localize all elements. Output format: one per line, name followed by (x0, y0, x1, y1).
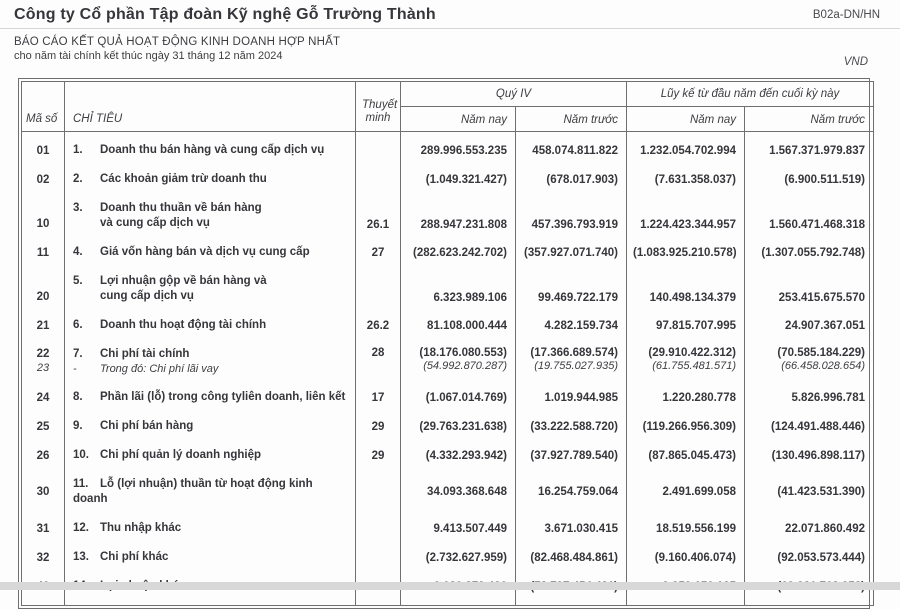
cell-row-code: 20 (22, 267, 65, 311)
row-label-text: Phần lãi (lỗ) trong công tyliên doanh, liên kết (100, 391, 346, 403)
row-number: 10. (73, 449, 89, 461)
cell-note: 28 (356, 340, 401, 383)
cell-ytd-current (627, 340, 745, 383)
row-label-text: Chi phí tài chính (100, 348, 190, 360)
value-main: (17.366.689.574) (530, 347, 618, 359)
row-label-text: Doanh thu thuần về bán hàng (100, 202, 262, 214)
cell-row-label (65, 132, 356, 166)
row-label-text: Chi phí bán hàng (100, 420, 194, 432)
cell-row-code: 02 (22, 165, 65, 194)
cell-note: 26.1 (356, 194, 401, 238)
cell-row-code: 24 (22, 383, 65, 412)
table-row (22, 340, 874, 383)
row-number: 7. (73, 348, 83, 360)
cell-row-code: 32 (22, 543, 65, 572)
cell-row-label (65, 340, 356, 383)
header-ytd-nam-truoc: Năm trước (745, 107, 874, 132)
company-name: Công ty Cổ phần Tập đoàn Kỹ nghệ Gỗ Trường Thành (14, 6, 436, 23)
currency-label: VND (843, 56, 868, 68)
table-row (22, 543, 874, 572)
row-label-text: và cung cấp dịch vụ (100, 217, 210, 229)
cell-q4-current: 6.323.989.106 (401, 267, 516, 311)
table-row (22, 238, 874, 267)
row-number: 9. (73, 420, 83, 432)
cell-row-label (65, 165, 356, 194)
cell-ytd-current: (1.083.925.210.578) (627, 238, 745, 267)
row-label-text: cung cấp dịch vụ (100, 290, 194, 302)
cell-ytd-current: (9.160.406.074) (627, 543, 745, 572)
cell-q4-prior: (82.468.484.861) (516, 543, 627, 572)
table-row (22, 267, 874, 311)
row-number: 8. (73, 391, 83, 403)
row-label-text: Chi phí khác (100, 551, 169, 563)
row-number: 12. (73, 522, 89, 534)
table-row (22, 412, 874, 441)
cell-q4-prior: (357.927.071.740) (516, 238, 627, 267)
cell-ytd-current: 1.224.423.344.957 (627, 194, 745, 238)
row-label-text: Giá vốn hàng bán và dịch vụ cung cấp (100, 246, 310, 258)
report-title: BÁO CÁO KẾT QUẢ HOẠT ĐỘNG KINH DOANH HỢP NHẤT (14, 36, 341, 48)
cell-ytd-prior: 1.560.471.468.318 (745, 194, 874, 238)
table-header (22, 82, 874, 132)
cell-note: 26.2 (356, 311, 401, 340)
header-thuyet-minh: Thuyết minh (356, 82, 401, 132)
cell-row-label (65, 441, 356, 470)
cell-row-code: 26 (22, 441, 65, 470)
cell-row-label (65, 383, 356, 412)
table-row (22, 194, 874, 238)
cell-ytd-prior: (124.491.488.446) (745, 412, 874, 441)
cell-ytd-prior: (6.900.511.519) (745, 165, 874, 194)
cell-row-label (65, 311, 356, 340)
value-sub: (61.755.481.571) (652, 360, 736, 372)
cell-q4-current: 289.996.553.235 (401, 132, 516, 166)
header-luy-ke: Lũy kế từ đầu năm đến cuối kỳ này (627, 82, 874, 107)
cell-ytd-current: 1.232.054.702.994 (627, 132, 745, 166)
cell-q4-current: (282.623.242.702) (401, 238, 516, 267)
cell-q4-current: 34.093.368.648 (401, 470, 516, 514)
form-code: B02a-DN/HN (812, 9, 880, 21)
cell-q4-current: (1.049.321.427) (401, 165, 516, 194)
table-row (22, 514, 874, 543)
cell-q4-prior: 1.019.944.985 (516, 383, 627, 412)
value-sub: (19.755.027.935) (534, 360, 618, 372)
cell-note (356, 267, 401, 311)
row-label-text: Lỗ (lợi nhuận) thuần từ hoạt động kinh doanh (73, 478, 313, 505)
cell-ytd-prior: 253.415.675.570 (745, 267, 874, 311)
cell-ytd-prior: 1.567.371.979.837 (745, 132, 874, 166)
row-label-text: Thu nhập khác (100, 522, 182, 534)
header-divider (0, 28, 900, 29)
cell-ytd-prior: (1.307.055.792.748) (745, 238, 874, 267)
row-label-text: Các khoản giảm trừ doanh thu (100, 173, 267, 185)
cell-row-code: 31 (22, 514, 65, 543)
value-main: (29.910.422.312) (648, 347, 736, 359)
cell-row-code: 10 (22, 194, 65, 238)
header-q4-nam-nay: Năm nay (401, 107, 516, 132)
cell-note (356, 470, 401, 514)
cell-ytd-current: 1.220.280.778 (627, 383, 745, 412)
row-label-text: Doanh thu bán hàng và cung cấp dịch vụ (100, 144, 325, 156)
cell-q4-current: (4.332.293.942) (401, 441, 516, 470)
table-row (22, 132, 874, 166)
cell-ytd-prior: (92.053.573.444) (745, 543, 874, 572)
cell-ytd-prior: (130.496.898.117) (745, 441, 874, 470)
cell-q4-prior (516, 340, 627, 383)
row-number: 4. (73, 246, 83, 258)
report-period: cho năm tài chính kết thúc ngày 31 tháng 12 năm 2024 (14, 50, 283, 62)
cell-ytd-prior: 24.907.367.051 (745, 311, 874, 340)
cell-q4-prior: 458.074.811.822 (516, 132, 627, 166)
value-main: (70.585.184.229) (777, 347, 865, 359)
cell-row-label (65, 543, 356, 572)
row-number: 6. (73, 319, 83, 331)
cell-note (356, 514, 401, 543)
row-number: 11. (73, 478, 89, 490)
row-label-sub-text: Trong đó: Chi phí lãi vay (100, 363, 219, 375)
row-label-text: Lợi nhuận gộp về bán hàng và (100, 275, 267, 287)
cell-note: 29 (356, 441, 401, 470)
cell-row-code: 01 (22, 132, 65, 166)
cell-q4-current: (2.732.627.959) (401, 543, 516, 572)
cell-q4-current: 9.413.507.449 (401, 514, 516, 543)
header-ma-so: Mã số (22, 82, 65, 132)
cell-note: 17 (356, 383, 401, 412)
cell-q4-current: 81.108.000.444 (401, 311, 516, 340)
cell-q4-current (401, 340, 516, 383)
cell-note (356, 543, 401, 572)
row-label-text: Doanh thu hoạt động tài chính (100, 319, 267, 331)
cell-q4-prior: (678.017.903) (516, 165, 627, 194)
cell-note (356, 165, 401, 194)
table-row (22, 383, 874, 412)
table-row (22, 441, 874, 470)
table-row (22, 470, 874, 514)
value-sub: (66.458.028.654) (781, 360, 865, 372)
row-number: 13. (73, 551, 89, 563)
cell-ytd-current: 140.498.134.379 (627, 267, 745, 311)
cell-ytd-current: (87.865.045.473) (627, 441, 745, 470)
cell-ytd-current: (119.266.956.309) (627, 412, 745, 441)
scan-edge-band (0, 582, 900, 590)
row-code-sub: 23 (36, 362, 50, 374)
row-code-main: 22 (36, 348, 50, 360)
cell-q4-prior: 3.671.030.415 (516, 514, 627, 543)
cell-q4-prior: 16.254.759.064 (516, 470, 627, 514)
cell-row-code: 21 (22, 311, 65, 340)
cell-note: 29 (356, 412, 401, 441)
cell-row-label (65, 238, 356, 267)
cell-q4-prior: (37.927.789.540) (516, 441, 627, 470)
cell-row-code (22, 340, 65, 383)
cell-ytd-prior (745, 340, 874, 383)
cell-note: 27 (356, 238, 401, 267)
cell-ytd-current: 18.519.556.199 (627, 514, 745, 543)
cell-ytd-current: 2.491.699.058 (627, 470, 745, 514)
row-number: 1. (73, 144, 83, 156)
cell-row-label (65, 514, 356, 543)
header-quy-iv: Quý IV (401, 82, 627, 107)
cell-row-code: 11 (22, 238, 65, 267)
cell-row-label (65, 194, 356, 238)
table-row (22, 165, 874, 194)
cell-ytd-prior: (41.423.531.390) (745, 470, 874, 514)
cell-q4-prior: 99.469.722.179 (516, 267, 627, 311)
cell-row-code: 30 (22, 470, 65, 514)
cell-q4-current: 288.947.231.808 (401, 194, 516, 238)
cell-ytd-prior: 5.826.996.781 (745, 383, 874, 412)
cell-row-code: 25 (22, 412, 65, 441)
cell-ytd-current: (7.631.358.037) (627, 165, 745, 194)
header-ytd-nam-nay: Năm nay (627, 107, 745, 132)
row-number: 3. (73, 202, 83, 214)
cell-ytd-current: 97.815.707.995 (627, 311, 745, 340)
cell-q4-prior: 4.282.159.734 (516, 311, 627, 340)
cell-q4-current: (29.763.231.638) (401, 412, 516, 441)
row-number-sub: - (73, 363, 77, 375)
cell-q4-prior: (33.222.588.720) (516, 412, 627, 441)
cell-q4-current: (1.067.014.769) (401, 383, 516, 412)
cell-row-label (65, 412, 356, 441)
table-row (22, 311, 874, 340)
header-chi-tieu: CHỈ TIÊU (65, 82, 356, 132)
financial-table (18, 78, 870, 609)
value-main: (18.176.080.553) (419, 347, 507, 359)
row-label-text: Chi phí quản lý doanh nghiệp (100, 449, 261, 461)
value-sub: (54.992.870.287) (423, 360, 507, 372)
cell-note (356, 132, 401, 166)
cell-q4-prior: 457.396.793.919 (516, 194, 627, 238)
row-number: 5. (73, 275, 83, 287)
cell-row-label (65, 267, 356, 311)
header-q4-nam-truoc: Năm trước (516, 107, 627, 132)
cell-ytd-prior: 22.071.860.492 (745, 514, 874, 543)
row-number: 2. (73, 173, 83, 185)
page-header (0, 0, 900, 68)
cell-row-label (65, 470, 356, 514)
